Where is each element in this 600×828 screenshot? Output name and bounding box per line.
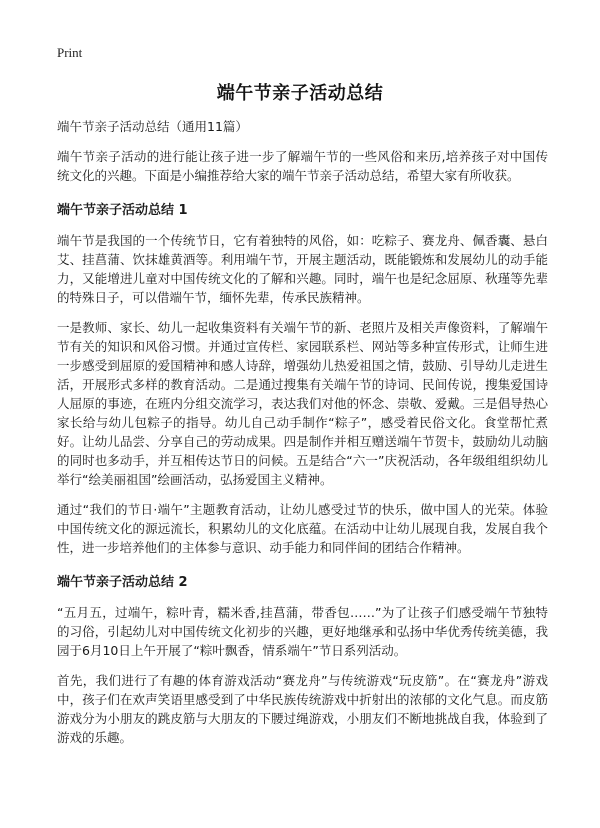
article-body — [57, 117, 548, 758]
section-heading-2: 端午节亲子活动总结 2 — [57, 575, 188, 590]
page-title: 端午节亲子活动总结 — [216, 83, 384, 104]
intro-paragraph: 端午节亲子活动的进行能让孩子进一步了解端午节的一些风俗和来历,培养孩子对中国传统文化的兴趣。下面是小编推荐给大家的端午节亲子活动总结，希望大家有所收获。 — [57, 149, 548, 183]
section-2-paragraph-2: 首先，我们进行了有趣的体育游戏活动“赛龙舟”与传统游戏“玩皮筋”。在“赛龙舟”游戏中，孩子们在欢声笑语里感受到了中华民族传统游戏中折射出的浓郁的文化气息。而皮筋游戏分为小朋友的跳皮筋与大朋友的下腰过绳游戏，小朋友们不断地挑战自我，体验到了游戏的乐趣。 — [57, 673, 548, 745]
section-1-paragraph-3: 通过“我们的节日·端午”主题教育活动，让幼儿感受过节的快乐，做中国人的光荣。体验中国传统文化的源远流长，积累幼儿的文化底蕴。在活动中让幼儿展现自我，发展自我个性，进一步培养他们的主体参与意识、动手能力和同伴间的团结合作精神。 — [57, 502, 548, 555]
section-1-paragraph-1: 端午节是我国的一个传统节日，它有着独特的风俗，如：吃粽子、赛龙舟、佩香囊、悬白艾、挂菖蒲、饮抹雄黄酒等。利用端午节，开展主题活动，既能锻炼和发展幼儿的动手能力，又能增进儿童对中国传统文化的了解和兴趣。同时，端午也是纪念屈原、秋瑾等先辈的特殊日子，可以借端午节，缅怀先辈，传承民族精神。 — [57, 233, 548, 305]
section-2-paragraph-1: “五月五，过端午，粽叶青，糯米香,挂菖蒲，带香包……”为了让孩子们感受端午节独特的习俗，引起幼儿对中国传统文化初步的兴趣，更好地继承和弘扬中华优秀传统美德，我园于6月10日上午开展了“粽叶飘香，情系端午”节日系列活动。 — [57, 605, 548, 658]
article-subtitle: 端午节亲子活动总结（通用11篇） — [57, 119, 248, 134]
print-link[interactable]: Print — [57, 45, 83, 60]
section-1-paragraph-2: 一是教师、家长、幼儿一起收集资料有关端午节的新、老照片及相关声像资料，了解端午节有关的知识和风俗习惯。并通过宣传栏、家园联系栏、网站等多种宣传形式，让师生进一步感受到屈原的爱国精神和感人诗辞，增强幼儿热爱祖国之情，鼓励、引导幼儿走进生活，开展形式多样的教育活动。二是通过搜集有关端午节的诗词、民间传说，搜集爱国诗人屈原的事迹，在班内分组交流学习，表达我们对他的怀念、崇敬、爱戴。三是倡导热心家长给与幼儿包粽子的指导。幼儿自己动手制作“粽子”，感受着民俗文化。食堂帮忙煮好。让幼儿品尝、分享自己的劳动成果。四是制作并相互赠送端午节贺卡，鼓励幼儿动脑的同时也多动手，并互相传达节日的问候。五是结合“六一”庆祝活动，各年级组组织幼儿举行“绘美丽祖国”绘画活动，弘扬爱国主义精神。 — [57, 320, 548, 487]
section-heading-1: 端午节亲子活动总结 1 — [57, 203, 188, 218]
